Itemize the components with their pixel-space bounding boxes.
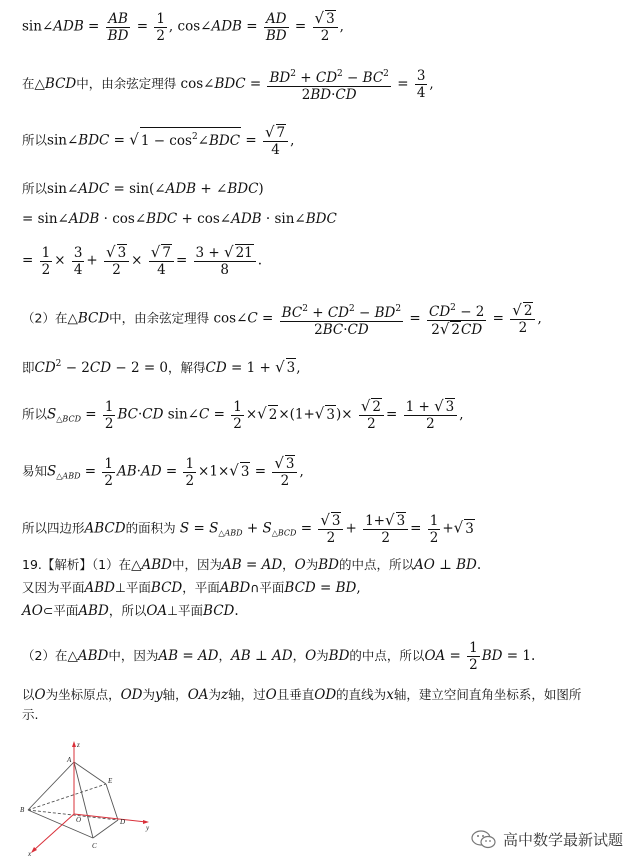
label-y: y [146,824,150,832]
line-16: 以O为坐标原点，OD为y轴，OA为z轴，过O且垂直OD的直线为x轴，建立空间直角坐标系，如图所 [22,687,582,703]
coordinate-figure [18,738,158,858]
line-3: 所以sin∠BDC = √ $1 - \cos^2\angle BDC$ = $\frac{√ 7}{4}$ , [22,123,295,158]
line-17: 示. [22,707,39,722]
watermark [471,829,623,850]
line-11: 所以四边形ABCD的面积为 $S = S_{\triangle ABD} + S_{\triangle BCD}$ = $\frac{√ 3}{2}$ + $\frac{1+√ 3}{2}$ = $\frac{1}{2}$ +√ 3 [22,511,474,546]
line-14: AO⊂平面ABD，所以OA⊥平面BCD. [22,603,239,619]
line-6: = $\frac{1}{2}$ × $\frac{3}{4}$ + $\frac{√ 3}{2}$ × $\frac{√ 7}{4}$ = $\frac{3 + √ 21}{8}$ . [22,243,263,278]
label-z: z [77,741,80,749]
label-B: B [20,806,25,814]
line-4: 所以sin∠ADC = sin(∠ADB + ∠BDC) [22,181,264,197]
label-C: C [92,842,97,850]
line-1: sin∠ADB = $\frac{AB}{BD}$ = $\frac{1}{2}$ , cos∠ADB = $\frac{AD}{BD}$ = $\frac{√ 3}{2}$ , [22,9,344,44]
line-12: 19.【解析】（1）在△ABD中，因为AB = AD，O为BD的中点，所以AO ⊥ BD. [22,557,482,573]
label-D: D [120,818,126,826]
line-15: （2）在△ABD中，因为AB = AD，AB ⊥ AD，O为BD的中点，所以OA = $\frac{1}{2}$ BD = 1. [22,640,536,673]
line-5: = sin∠ADB · cos∠BDC + cos∠ADB · sin∠BDC [22,211,337,227]
watermark-text: 高中数学最新试题 [502,831,623,849]
line-7: （2）在△BCD中，由余弦定理得 cos∠C = $\frac{BC^2 + CD^2 - BD^2}{2BC\cdot CD}$ = $\frac{CD^2 - 2}{2√ 2CD}$ = $\frac{√ 2}{2}$ , [22,301,542,338]
label-E: E [108,777,113,785]
wechat-icon [471,830,497,850]
line-8: 即$CD^2 - 2CD - 2 = 0$，解得CD = 1 + √ 3, [22,358,301,376]
line-13: 又因为平面ABD⊥平面BCD，平面ABD∩平面BCD = BD, [22,580,361,596]
line-2: 在△BCD中，由余弦定理得 cos∠BDC = $\frac{BD^2 + CD^2 - BC^2}{2BD\cdot CD}$ = $\frac{3}{4}$ , [22,68,434,103]
label-x: x [28,850,32,858]
label-O: O [76,816,82,824]
label-A: A [67,756,72,764]
line-10: 易知$S_{\triangle ABD}$ = $\frac{1}{2}$ AB·AD = $\frac{1}{2}$ ×1×√ 3 = $\frac{√ 3}{2}$ , [22,454,304,489]
line-9: 所以$S_{\triangle BCD}$ = $\frac{1}{2}$ BC·CD sin∠C = $\frac{1}{2}$ ×√ 2×(1+√ 3)× $\frac{√ 2}{2}$ = $\frac{1 + √ 3}{2}$ , [22,397,464,432]
